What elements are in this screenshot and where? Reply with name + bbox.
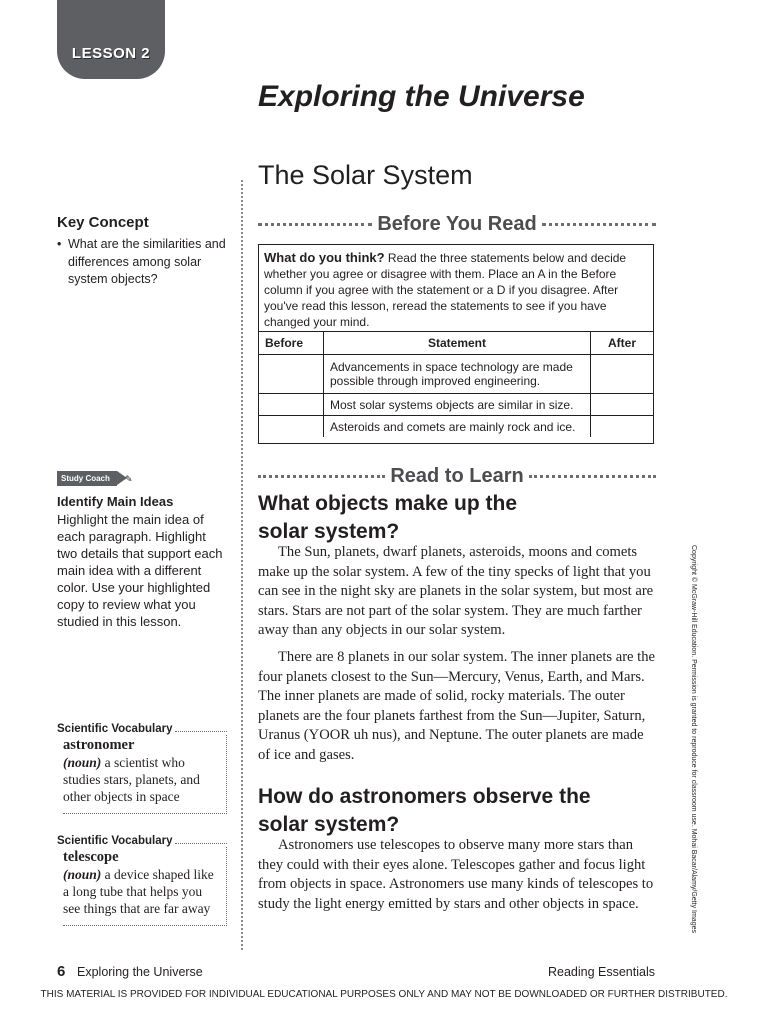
before-cell[interactable] (259, 355, 324, 394)
after-cell[interactable] (591, 394, 654, 416)
table-row (259, 416, 653, 438)
banner-dots-right (542, 223, 656, 226)
after-cell[interactable] (591, 355, 654, 394)
vocabulary-box (57, 835, 227, 926)
prompt-text: Read the three statements below and decide whether you agree or disagree with them. Place an A in the Before column if you agree with the statement or a D if you disagree. After you've read this lesson, reread the statements to see if you have changed your mind. (264, 251, 627, 329)
lesson-title: Exploring the Universe (258, 80, 585, 113)
paragraph: The Sun, planets, dwarf planets, asteroids, moons and comets make up the solar system. A few of the tiny specks of light that you can see in the night sky are planets in the solar system, but most are stars. Stars are not part of the solar system. They are much farther away than any objects in our solar system. (258, 544, 654, 639)
before-you-read-banner (258, 209, 656, 239)
key-concept-title: Key Concept (57, 214, 149, 231)
vocabulary-part-of-speech: (noun) (63, 755, 102, 770)
vocabulary-term: telescope (63, 849, 119, 865)
banner-dots-left (258, 223, 372, 226)
section-body (258, 543, 656, 766)
before-you-read-label: Before You Read (377, 212, 537, 235)
key-concept-list (57, 236, 232, 289)
after-cell[interactable] (591, 416, 654, 438)
copyright-notice (687, 545, 697, 955)
study-coach-heading: Identify Main Ideas (57, 494, 174, 509)
paragraph: There are 8 planets in our solar system. The inner planets are the four planets closest to the Sun—Mercury, Venus, Earth, and Mars. The inner planets are made of solid, rocky materials. The outer planets are the four planets farthest from the Sun—Jupiter, Saturn, Uranus (YOOR uh nus), and Neptune. The outer planets are made of ice and gases. (258, 648, 656, 763)
before-cell[interactable] (259, 394, 324, 416)
header-statement: Statement (324, 332, 591, 355)
read-to-learn-banner (258, 461, 656, 491)
banner-dots-left (258, 475, 385, 478)
statement-cell: Asteroids and comets are mainly rock and ice. (324, 416, 591, 438)
anticipation-table (259, 332, 653, 437)
footer-book-title: Exploring the Universe (77, 965, 203, 979)
vocabulary-header-dots (175, 843, 227, 844)
section-body (258, 836, 656, 914)
anticipation-guide (258, 244, 654, 444)
study-coach-label: Study Coach (61, 474, 110, 483)
anticipation-instructions (259, 245, 653, 332)
copyright-text: Copyright © McGraw-Hill Education. Permission is granted to reproduce for classroom use. Mohai Bacar/Alamy/Getty Images (690, 545, 697, 933)
read-to-learn-label: Read to Learn (390, 464, 524, 487)
vocabulary-header-label: Scientific Vocabulary (57, 835, 173, 847)
header-after: After (591, 332, 654, 355)
vocabulary-part-of-speech: (noun) (63, 867, 102, 882)
statement-cell: Most solar systems objects are similar in size. (324, 394, 591, 416)
pencil-icon: ✎ (125, 474, 133, 484)
vocabulary-box (57, 723, 227, 814)
before-cell[interactable] (259, 416, 324, 438)
prompt-heading: What do you think? (264, 250, 385, 265)
section-heading: What objects make up the solar system? (258, 492, 518, 543)
paragraph: Astronomers use telescopes to observe many more stars than they could with their eyes alone. Telescopes gather and focus light from objects in space. Astronomers use many kinds of telescopes to study the light energy emitted by stars and other objects in space. (258, 837, 654, 912)
study-coach-tag (57, 471, 117, 486)
banner-dots-right (529, 475, 656, 478)
lesson-tab-label: LESSON 2 (71, 45, 151, 62)
table-row (259, 394, 653, 416)
section-heading: How do astronomers observe the solar system? (258, 785, 591, 836)
vocabulary-header (57, 723, 227, 735)
study-coach-body: Highlight the main idea of each paragraph. Highlight two details that support each main idea with a different color. Use your highlighted copy to review what you studied in this lesson. (57, 512, 223, 629)
table-header-row (259, 332, 653, 355)
column-divider (241, 180, 243, 950)
distribution-disclaimer: THIS MATERIAL IS PROVIDED FOR INDIVIDUAL EDUCATIONAL PURPOSES ONLY AND MAY NOT BE DOWNLOADED OR FURTHER DISTRIBUTED. (40, 989, 728, 1000)
vocabulary-term: astronomer (63, 737, 135, 753)
lesson-tab (57, 0, 165, 79)
key-concept-item: • What are the similarities and differences among solar system objects? (57, 236, 232, 289)
vocabulary-header-dots (175, 731, 227, 732)
vocabulary-definition: a scientist who studies stars, planets, and other objects in space (63, 755, 200, 804)
section-title: The Solar System (258, 160, 473, 190)
statement-cell: Advancements in space technology are made possible through improved engineering. (324, 355, 591, 394)
vocabulary-header-label: Scientific Vocabulary (57, 723, 173, 735)
table-row (259, 355, 653, 394)
vocabulary-entry (63, 847, 227, 926)
footer-series-title: Reading Essentials (547, 965, 655, 979)
page-number: 6 (57, 963, 66, 980)
vocabulary-definition: a device shaped like a long tube that helps you see things that are far away (63, 867, 214, 916)
header-before: Before (259, 332, 324, 355)
vocabulary-entry (63, 735, 227, 814)
vocabulary-header (57, 835, 227, 847)
